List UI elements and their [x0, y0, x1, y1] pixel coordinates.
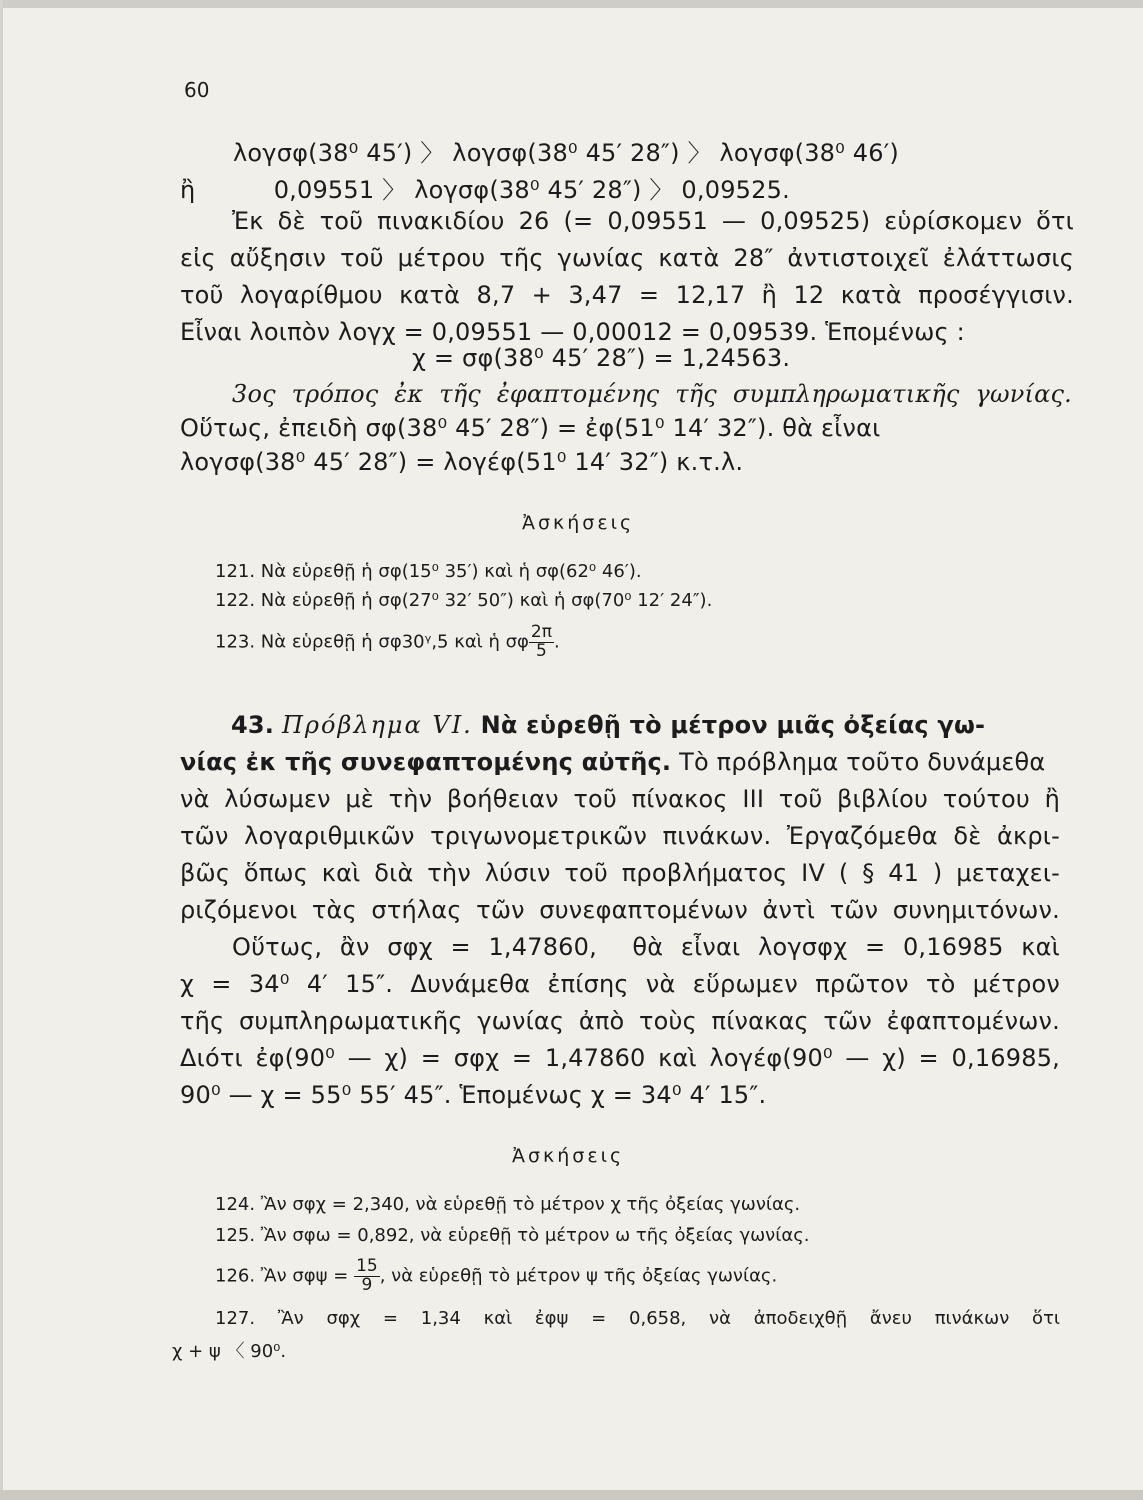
problem-title-line — [231, 711, 1074, 739]
text-line: τῆς συμπληρωματικῆς γωνίας ἀπὸ τοὺς πίνακας τῶν ἐφαπτομένων. — [180, 1007, 1060, 1035]
text-line: χ = 34⁰ 4′ 15″. Δυνάμεθα ἐπίσης νὰ εὕρωμεν πρῶτον τὸ μέτρον — [180, 970, 1060, 998]
text-line: Τὸ πρόβλημα τοῦτο δυνάμεθα — [679, 748, 1046, 776]
fraction-denominator: 5 — [536, 640, 547, 661]
exercise-127: 127. Ἂν σφχ = 1,34 καὶ ἐφψ = 0,658, νὰ ἀποδειχθῇ ἄνευ πινάκων ὅτι — [215, 1308, 1060, 1329]
exercise-123-end: . — [553, 631, 560, 653]
formula-line: χ = σφ(38⁰ 45′ 28″) = 1,24563. — [412, 344, 791, 372]
scan-edge-bottom — [0, 1490, 1143, 1500]
exercise-123-text: 123. Νὰ εὑρεθῇ ἡ σφ30ᵞ,5 καὶ ἡ σφ — [215, 631, 529, 653]
fraction-denominator: 9 — [361, 1274, 373, 1295]
text-line: ριζόμενοι τὰς στήλας τῶν συνεφαπτομένων ἀντὶ τῶν συνημιτόνων. — [180, 896, 1060, 924]
formula-line: ἢ 0,09551 〉 λογσφ(38⁰ 45′ 28″) 〉 0,09525. — [180, 176, 790, 204]
exercises-heading: Ἀσκήσεις — [522, 512, 635, 534]
text-line: 90⁰ — χ = 55⁰ 55′ 45″. Ἑπομένως χ = 34⁰ 4′ 15″. — [180, 1081, 767, 1109]
problem-title-line-2 — [180, 748, 1045, 776]
exercise-126 — [215, 1258, 777, 1295]
exercise-123 — [215, 624, 560, 661]
fraction — [354, 1258, 380, 1295]
exercise-121: 121. Νὰ εὑρεθῇ ἡ σφ(15⁰ 35′) καὶ ἡ σφ(62⁰ 46′). — [215, 561, 642, 582]
scan-edge-left — [0, 0, 3, 1500]
method-heading: 3ος τρόπος ἐκ τῆς ἐφαπτομένης τῆς συμπληρωματικῆς γωνίας. — [232, 380, 1072, 408]
page-number: 60 — [184, 78, 210, 102]
formula-line: λογσφ(38⁰ 45′ 28″) = λογέφ(51⁰ 14′ 32″) κ.τ.λ. — [180, 448, 744, 476]
text-line: Οὕτως, ἐπειδὴ σφ(38⁰ 45′ 28″) = ἐφ(51⁰ 14′ 32″). θὰ εἶναι — [180, 414, 881, 442]
fraction — [529, 624, 554, 661]
formula-line: λογσφ(38⁰ 45′) 〉 λογσφ(38⁰ 45′ 28″) 〉 λογσφ(38⁰ 46′) — [233, 139, 899, 167]
text-line: Οὕτως, ἂν σφχ = 1,47860, θὰ εἶναι λογσφχ = 0,16985 καὶ — [232, 933, 1060, 961]
problem-number: 43. — [231, 711, 275, 739]
text-line: τοῦ λογαρίθμου κατὰ 8,7 + 3,47 = 12,17 ἢ 12 κατὰ προσέγγισιν. — [180, 281, 1074, 309]
exercises-heading: Ἀσκήσεις — [512, 1145, 625, 1167]
exercise-127-cont: χ + ψ 〈 90⁰. — [172, 1341, 287, 1362]
text-line: Ἐκ δὲ τοῦ πινακιδίου 26 (= 0,09551 — 0,09525) εὑρίσκομεν ὅτι — [232, 207, 1074, 235]
text-line: τῶν λογαριθμικῶν τριγωνομετρικῶν πινάκων. Ἐργαζόμεθα δὲ ἀκρι- — [180, 822, 1060, 850]
text-line: εἰς αὔξησιν τοῦ μέτρου τῆς γωνίας κατὰ 28″ ἀντιστοιχεῖ ἐλάττωσις — [180, 244, 1074, 272]
exercise-122: 122. Νὰ εὑρεθῇ ἡ σφ(27⁰ 32′ 50″) καὶ ἡ σφ(70⁰ 12′ 24″). — [215, 590, 713, 611]
fraction-numerator: 15 — [356, 1256, 378, 1276]
exercise-126-text: 126. Ἂν σφψ = — [215, 1265, 349, 1287]
exercise-126-end: , νὰ εὑρεθῇ τὸ μέτρον ψ τῆς ὀξείας γωνίας. — [379, 1265, 778, 1287]
problem-title: Νὰ εὑρεθῇ τὸ μέτρον μιᾶς ὀξείας γω- — [480, 711, 986, 739]
problem-title-cont: νίας ἐκ τῆς συνεφαπτομένης αὐτῆς. — [180, 748, 672, 776]
problem-label: Πρόβλημα VI. — [281, 711, 473, 739]
text-line: νὰ λύσωμεν μὲ τὴν βοήθειαν τοῦ πίνακος ΙΙΙ τοῦ βιβλίου τούτου ἢ — [180, 785, 1060, 813]
scan-edge-top — [0, 0, 1143, 8]
text-line: Διότι ἐφ(90⁰ — χ) = σφχ = 1,47860 καὶ λογέφ(90⁰ — χ) = 0,16985, — [180, 1044, 1060, 1072]
exercise-125: 125. Ἂν σφω = 0,892, νὰ εὑρεθῇ τὸ μέτρον ω τῆς ὀξείας γωνίας. — [215, 1225, 810, 1246]
exercise-124: 124. Ἂν σφχ = 2,340, νὰ εὑρεθῇ τὸ μέτρον χ τῆς ὀξείας γωνίας. — [215, 1194, 801, 1215]
fraction-numerator: 2π — [530, 622, 552, 642]
text-line: Εἶναι λοιπὸν λογχ = 0,09551 — 0,00012 = 0,09539. Ἑπομένως : — [180, 318, 965, 346]
text-line: βῶς ὅπως καὶ διὰ τὴν λύσιν τοῦ προβλήματος IV ( § 41 ) μεταχει- — [180, 859, 1060, 887]
